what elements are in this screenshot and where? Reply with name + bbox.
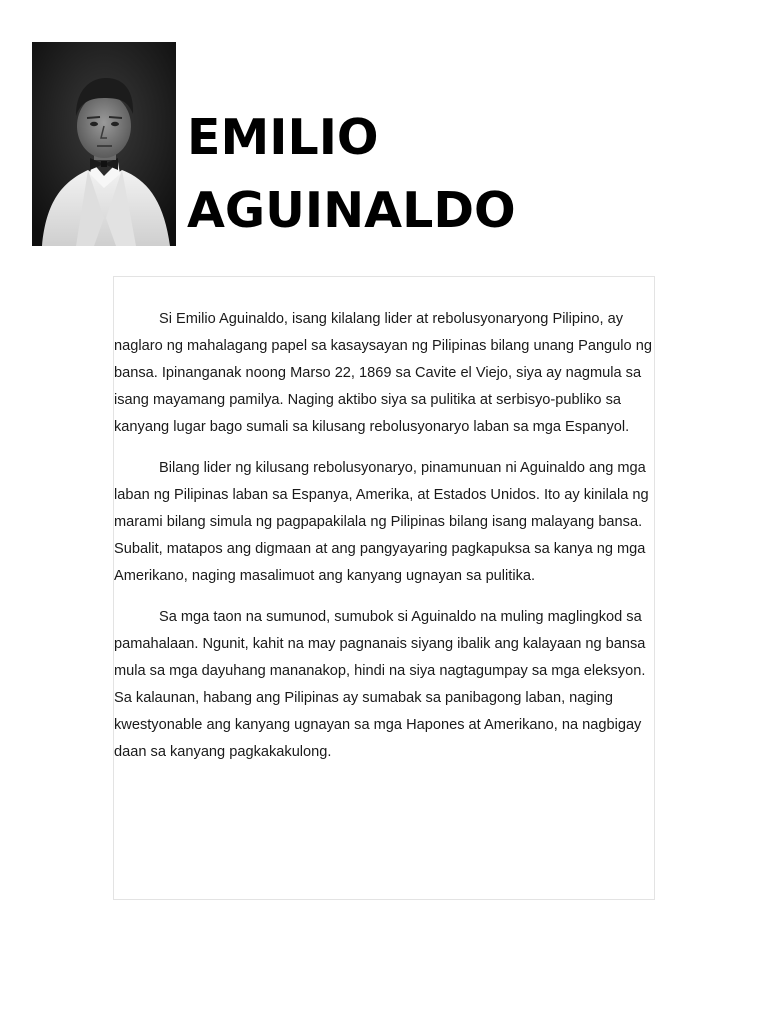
biography-text-box	[113, 276, 655, 900]
paragraph-3: Sa mga taon na sumunod, sumubok si Aguinaldo na muling maglingkod sa pamahalaan. Ngunit, kahit na may pagnanais siyang ibalik ang kalayaan ng bansa mula sa mga dayuhang mananakop, hindi na siya nagtagumpay sa mga eleksyon. Sa kalaunan, habang ang Pilipinas ay sumabak sa panibagong laban, naging kwestyonable ang kanyang ugnayan sa mga Hapones at Amerikano, na nagbigay daan sa kanyang pagkakakulong.	[114, 609, 646, 760]
portrait-photo	[32, 42, 176, 246]
biography-body	[114, 306, 654, 780]
page-title	[187, 101, 516, 247]
portrait-photo-icon	[32, 42, 176, 246]
paragraph-2: Bilang lider ng kilusang rebolusyonaryo, pinamunuan ni Aguinaldo ang mga laban ng Pilipinas laban sa Espanya, Amerika, at Estados Unidos. Ito ay kinilala ng marami bilang simula ng pagpapakilala ng Pilipinas bilang isang malayang bansa. Subalit, matapos ang digmaan at ang pangyayaring pagkapuksa sa kanya ng mga Amerikano, naging masalimuot ang kanyang ugnayan sa pulitika.	[114, 460, 649, 584]
title-line-1: EMILIO	[187, 109, 379, 166]
paragraph-1: Si Emilio Aguinaldo, isang kilalang lider at rebolusyonaryong Pilipino, ay naglaro ng mahalagang papel sa kasaysayan ng Pilipinas bilang unang Pangulo ng bansa. Ipinanganak noong Marso 22, 1869 sa Cavite el Viejo, siya ay nagmula sa isang mayamang pamilya. Naging aktibo siya sa pulitika at serbisyo-publiko sa kanyang lugar bago sumali sa kilusang rebolusyonaryo laban sa mga Espanyol.	[114, 311, 652, 435]
title-line-2: AGUINALDO	[187, 182, 516, 239]
